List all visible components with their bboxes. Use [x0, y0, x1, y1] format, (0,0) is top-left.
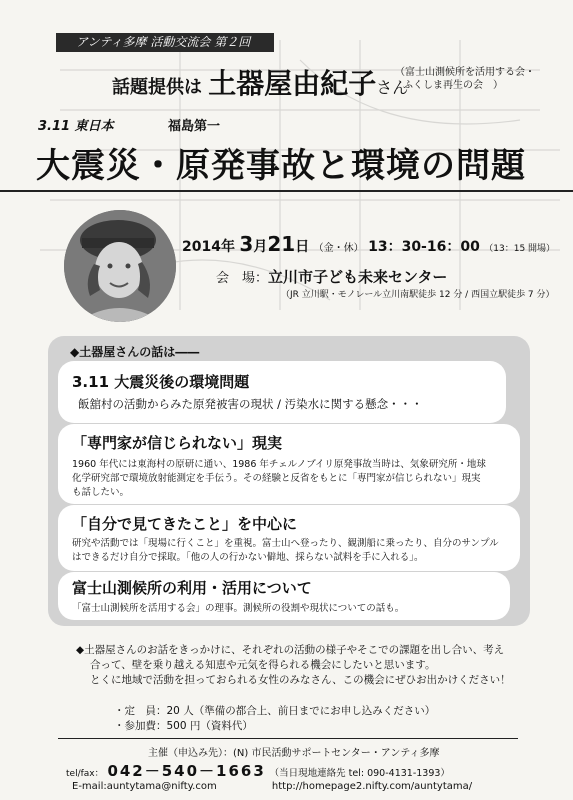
topic-title-4: 富士山測候所の利用・活用について	[72, 579, 312, 597]
event-reception: （13：15 開場）	[484, 244, 556, 254]
speaker-photo	[64, 210, 176, 322]
speaker-suffix: さん	[376, 78, 409, 97]
topic-card-3	[58, 505, 520, 571]
venue-label: 会 場：	[216, 271, 269, 286]
topic-title-2: 「専門家が信じられない」現実	[72, 434, 283, 452]
topic-text-3-line2: はできるだけ自分で採取。「他の人の行かない僻地、採らない試料を手に入れる」。	[72, 552, 424, 563]
event-year: 2014	[182, 239, 221, 255]
topic-text-2-line2: 化学研究部で環境放射能測定を手伝う。その経験と反省をもとに「専門家が信じられない」現実	[72, 473, 481, 484]
website-url[interactable]: http://homepage2.nifty.com/auntytama/	[271, 781, 473, 792]
venue-access: （JR 立川駅・モノレール立川南駅徒歩 12 分 / 西国立駅徒歩 7 分）	[281, 290, 555, 300]
event-venue	[216, 266, 447, 287]
venue-name: 立川市子ども未来センター	[268, 268, 448, 286]
topic-text-3	[72, 537, 499, 565]
speaker-affiliation	[395, 66, 535, 92]
topic-card-4	[58, 572, 510, 620]
event-details	[114, 704, 435, 734]
main-title: 大震災・原発事故と環境の問題	[36, 146, 526, 186]
event-day: 21	[267, 232, 296, 256]
event-year-unit: 年	[220, 239, 235, 255]
title-divider	[0, 190, 573, 192]
topic-text-1: 飯舘村の活動からみた原発被害の現状 / 汚染水に関する懸念・・・	[78, 397, 423, 411]
email-address[interactable]: E-mail:auntytama@nifty.com	[72, 781, 217, 792]
speaker-affiliation-line2: ふくしま再生の会 ）	[403, 80, 503, 91]
contact-phone	[66, 760, 450, 781]
speaker-affiliation-line1: （富士山測候所を活用する会・	[395, 67, 535, 78]
subtitle-fukushima: 福島第一	[168, 119, 221, 134]
tel-note: （当日現地連絡先 tel: 090-4131-1393）	[269, 768, 450, 779]
topic-text-3-line1: 研究や活動では「現場に行くこと」を重視。富士山へ登ったり、観測船に乗ったり、自分のサンプル	[72, 538, 499, 549]
event-series-tag: アンティ多摩 活動交流会 第２回	[56, 33, 274, 52]
invitation-note-line3: とくに地域で活動を担っておられる女性のみなさん、この機会にぜひお出かけください！	[90, 674, 511, 686]
footer-divider	[58, 738, 518, 739]
event-weekday: （金・休）	[313, 243, 364, 254]
topic-card-1	[58, 361, 506, 423]
topic-card-2	[58, 424, 520, 504]
invitation-note-line1: ◆土器屋さんのお話をきっかけに、それぞれの活動の様子やそこでの課題を出し合い、考え	[76, 644, 505, 656]
topic-text-2-line1: 1960 年代には東海村の原研に通い、1986 年チェルノブイリ原発事故当時は、気象研究所・地球	[72, 459, 486, 470]
topic-prefix: 話題提供は	[112, 77, 202, 98]
event-time: 13：30-16：00	[368, 239, 480, 255]
fee: ・参加費：500 円（資料代）	[114, 720, 253, 732]
event-month-unit: 月	[253, 239, 268, 255]
subtitle-east-japan: 3.11 東日本	[38, 119, 114, 134]
contact-web	[72, 781, 472, 792]
speaker-name: 土器屋由紀子	[208, 67, 377, 100]
capacity: ・定 員：20 人（準備の都合上、前日までにお申し込みください）	[114, 705, 436, 717]
organizer: 主催（申込み先）：(N) 市民活動サポートセンター・アンティ多摩	[148, 748, 440, 759]
topic-text-2	[72, 458, 486, 500]
speaker-line	[112, 62, 408, 102]
topics-heading: ◆土器屋さんの話は――	[70, 345, 200, 359]
tel-number: 042－540－1663	[107, 762, 266, 780]
topic-text-2-line3: も話したい。	[72, 487, 130, 498]
tel-label: tel/fax：	[66, 769, 104, 779]
topic-title-1: 3.11 大震災後の環境問題	[72, 373, 250, 391]
invitation-note-line2: 合って、壁を乗り越える知恵や元気を得られる機会にしたいと思います。	[90, 659, 436, 671]
event-day-unit: 日	[295, 239, 310, 255]
invitation-note	[76, 643, 516, 688]
event-month: 3	[239, 232, 254, 256]
topic-text-4: 「富士山測候所を活用する会」の理事。測候所の役割や現状についての話も。	[72, 603, 405, 614]
event-date	[182, 232, 555, 256]
topic-title-3: 「自分で見てきたこと」を中心に	[72, 515, 298, 533]
